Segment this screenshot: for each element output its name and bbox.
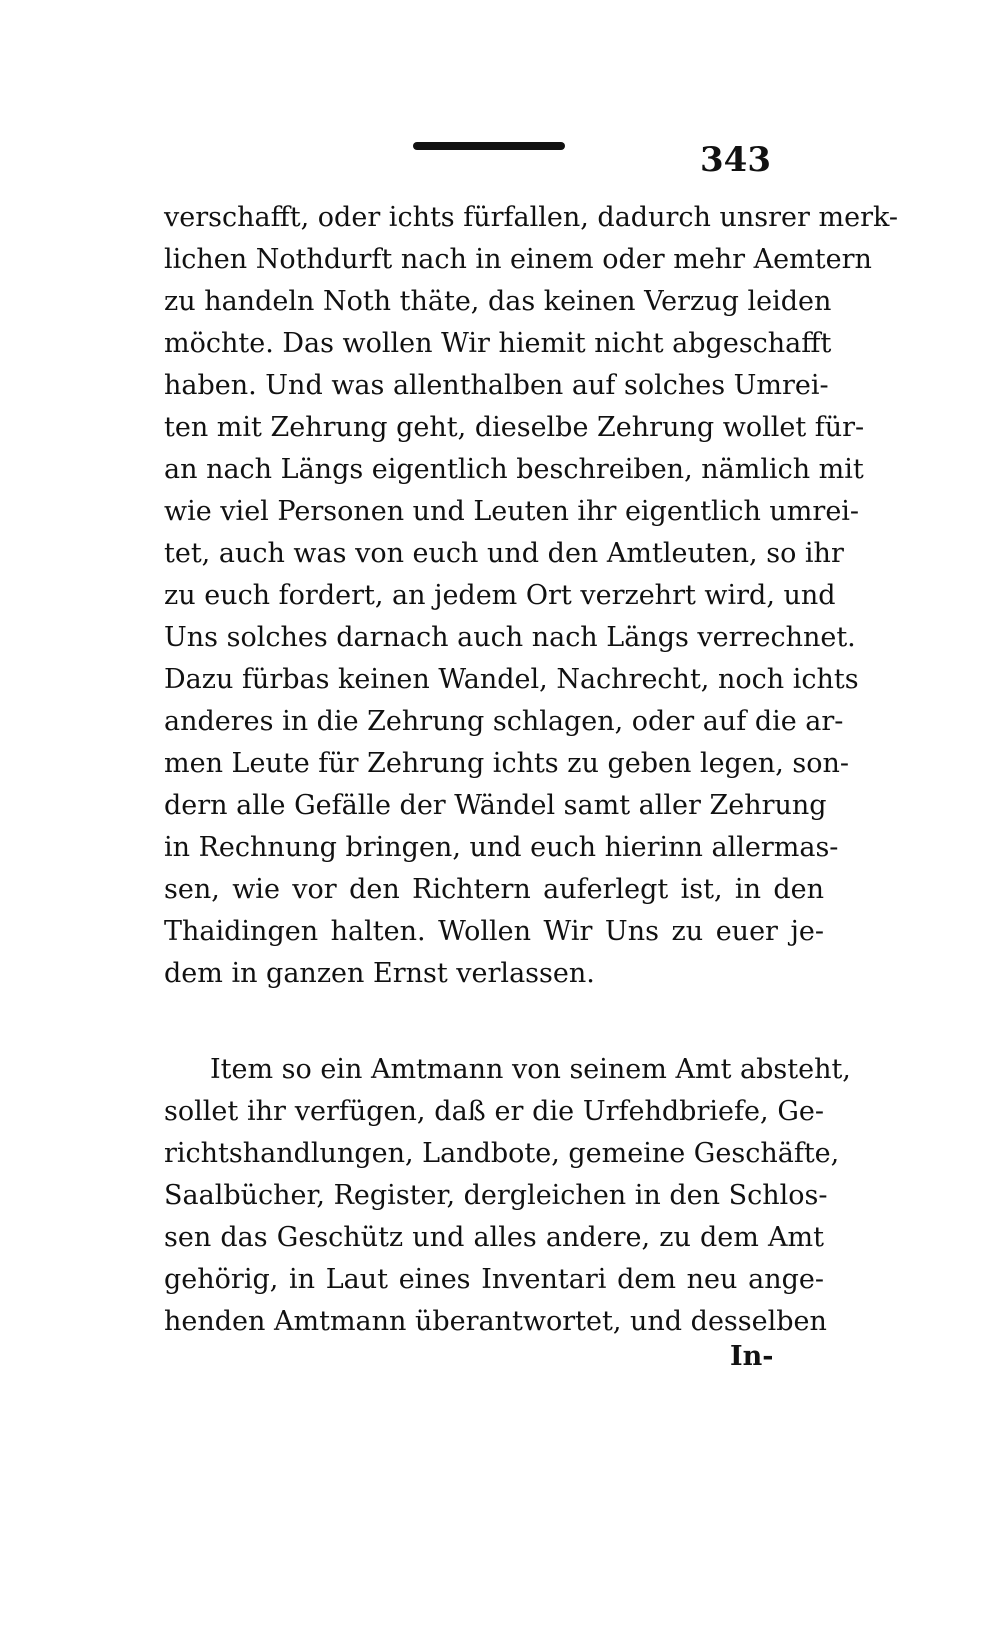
- text-line: sen, wie vor den Richtern auferlegt ist, in den: [164, 874, 824, 905]
- text-line: sen das Geschütz und alles andere, zu dem Amt: [164, 1222, 824, 1253]
- paragraph-2: [164, 1049, 851, 1343]
- text-line: sollet ihr verfügen, daß er die Urfehdbriefe, Ge-: [164, 1096, 824, 1127]
- text-line: richtshandlungen, Landbote, gemeine Geschäfte,: [164, 1138, 840, 1169]
- text-line: Thaidingen halten. Wollen Wir Uns zu euer je-: [164, 916, 824, 947]
- text-line: men Leute für Zehrung ichts zu geben legen, son-: [164, 748, 849, 779]
- text-line: dem in ganzen Ernst verlassen.: [164, 958, 595, 989]
- text-line: wie viel Personen und Leuten ihr eigentlich umrei-: [164, 496, 860, 527]
- text-line: gehörig, in Laut eines Inventari dem neu ange-: [164, 1264, 824, 1295]
- page-number: 343: [700, 140, 771, 180]
- text-line: an nach Längs eigentlich beschreiben, nämlich mit: [164, 454, 864, 485]
- text-line: verschafft, oder ichts fürfallen, dadurch unsrer merk-: [164, 202, 898, 233]
- text-line: in Rechnung bringen, und euch hierinn allermas-: [164, 832, 839, 863]
- text-line: dern alle Gefälle der Wändel samt aller Zehrung: [164, 790, 827, 821]
- header-rule: [413, 142, 565, 150]
- paragraph-1: [164, 197, 898, 995]
- catchword: In-: [730, 1341, 774, 1372]
- text-line: ten mit Zehrung geht, dieselbe Zehrung wollet für-: [164, 412, 865, 443]
- text-line: tet, auch was von euch und den Amtleuten, so ihr: [164, 538, 844, 569]
- text-line: Uns solches darnach auch nach Längs verrechnet.: [164, 622, 856, 653]
- text-line: zu handeln Noth thäte, das keinen Verzug leiden: [164, 286, 832, 317]
- text-line: Dazu fürbas keinen Wandel, Nachrecht, noch ichts: [164, 664, 859, 695]
- text-line: möchte. Das wollen Wir hiemit nicht abgeschafft: [164, 328, 832, 359]
- text-line: lichen Nothdurft nach in einem oder mehr Aemtern: [164, 244, 872, 275]
- text-line: zu euch fordert, an jedem Ort verzehrt wird, und: [164, 580, 836, 611]
- text-line: Item so ein Amtmann von seinem Amt absteht,: [210, 1054, 851, 1085]
- text-line: Saalbücher, Register, dergleichen in den Schlos-: [164, 1180, 828, 1211]
- text-line: anderes in die Zehrung schlagen, oder auf die ar-: [164, 706, 844, 737]
- text-line: haben. Und was allenthalben auf solches Umrei-: [164, 370, 829, 401]
- text-line: henden Amtmann überantwortet, und desselben: [164, 1306, 827, 1337]
